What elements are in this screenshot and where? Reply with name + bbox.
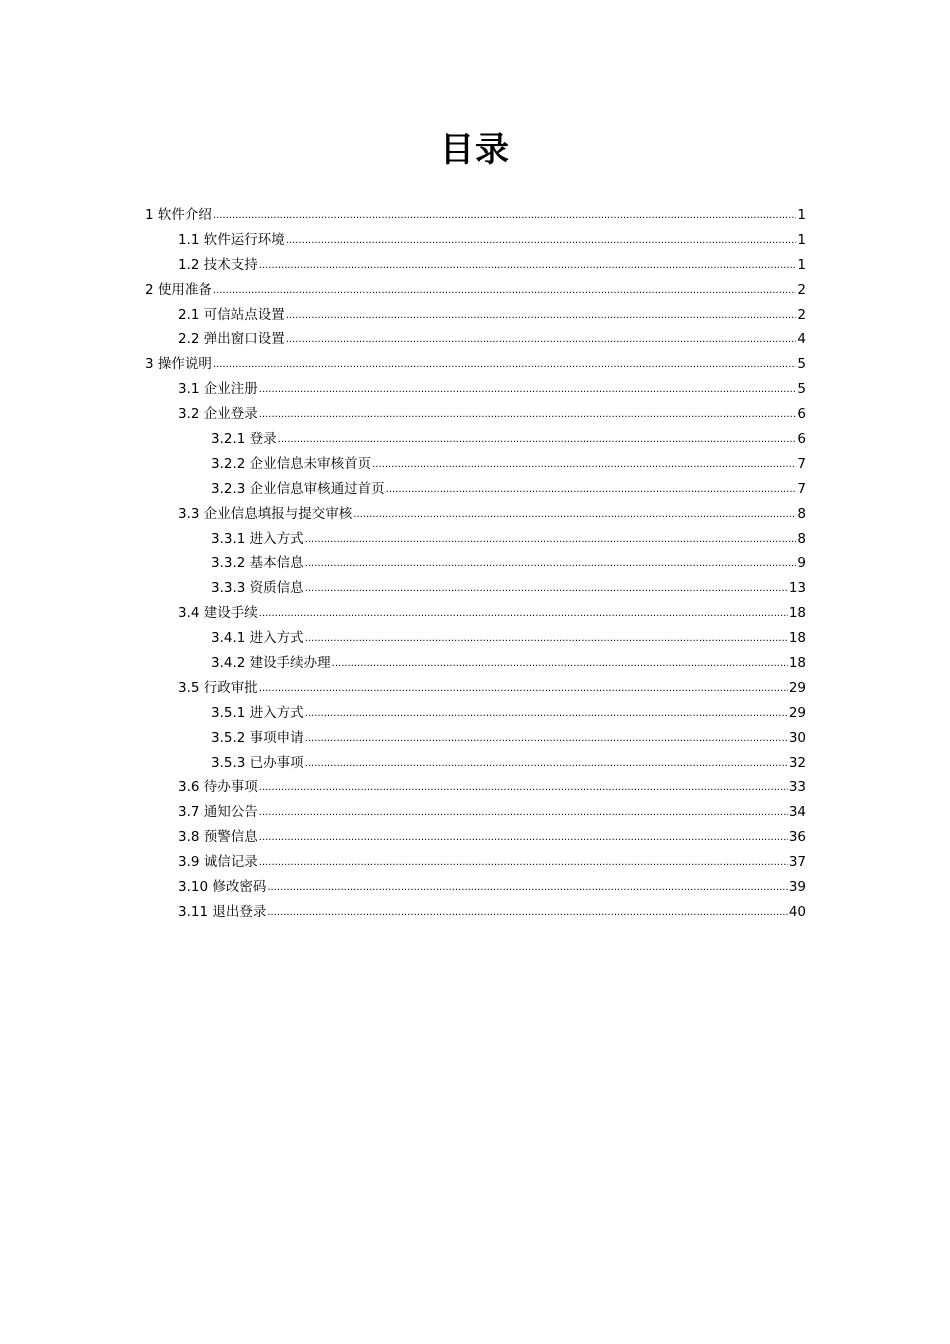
- toc-entry-title: 3.4.1 进入方式: [211, 626, 304, 651]
- toc-dot-leader: [286, 304, 797, 329]
- toc-entry[interactable]: [145, 825, 806, 850]
- toc-entry[interactable]: [145, 576, 806, 601]
- toc-entry-title: 3.3.1 进入方式: [211, 527, 304, 552]
- toc-entry[interactable]: [145, 875, 806, 900]
- toc-entry-title: 3.2.2 企业信息未审核首页: [211, 452, 371, 477]
- toc-page-number: 8: [797, 530, 806, 547]
- toc-entry[interactable]: [145, 402, 806, 427]
- toc-entry-title: 3.10 修改密码: [178, 875, 266, 900]
- toc-dot-leader: [259, 851, 788, 876]
- toc-entry[interactable]: [145, 775, 806, 800]
- toc-entry[interactable]: [145, 253, 806, 278]
- toc-entry[interactable]: [145, 427, 806, 452]
- toc-dot-leader: [372, 453, 796, 478]
- toc-entry-title: 2.1 可信站点设置: [178, 303, 285, 328]
- toc-entry[interactable]: [145, 352, 806, 377]
- toc-entry[interactable]: [145, 228, 806, 253]
- toc-entry-title: 3.9 诚信记录: [178, 850, 258, 875]
- toc-entry-title: 1.2 技术支持: [178, 253, 258, 278]
- toc-entry-title: 3.5 行政审批: [178, 676, 258, 701]
- toc-entry[interactable]: [145, 601, 806, 626]
- toc-dot-leader: [353, 503, 796, 528]
- toc-page-number: 7: [797, 480, 806, 497]
- toc-dot-leader: [267, 876, 787, 901]
- toc-dot-leader: [305, 752, 788, 777]
- toc-page-number: 9: [797, 555, 806, 572]
- toc-entry-title: 2.2 弹出窗口设置: [178, 327, 285, 352]
- toc-dot-leader: [259, 378, 797, 403]
- toc-dot-leader: [286, 229, 797, 254]
- toc-entry[interactable]: [145, 551, 806, 576]
- toc-list: [145, 203, 806, 925]
- toc-entry-title: 3 操作说明: [145, 352, 212, 377]
- toc-entry[interactable]: [145, 278, 806, 303]
- toc-entry-title: 3.2.3 企业信息审核通过首页: [211, 477, 385, 502]
- toc-entry[interactable]: [145, 502, 806, 527]
- toc-dot-leader: [305, 577, 788, 602]
- toc-entry-title: 3.6 待办事项: [178, 775, 258, 800]
- toc-dot-leader: [278, 428, 797, 453]
- toc-dot-leader: [259, 677, 788, 702]
- toc-entry-title: 3.3 企业信息填报与提交审核: [178, 502, 352, 527]
- toc-entry[interactable]: [145, 327, 806, 352]
- toc-dot-leader: [259, 403, 797, 428]
- toc-entry-title: 3.3.3 资质信息: [211, 576, 304, 601]
- toc-dot-leader: [213, 204, 797, 229]
- toc-dot-leader: [259, 254, 797, 279]
- toc-entry[interactable]: [145, 303, 806, 328]
- toc-entry[interactable]: [145, 676, 806, 701]
- toc-entry-title: 3.3.2 基本信息: [211, 551, 304, 576]
- toc-page-number: 40: [788, 903, 806, 920]
- toc-title: 目录: [440, 130, 510, 170]
- toc-entry-title: 3.4 建设手续: [178, 601, 258, 626]
- toc-entry-title: 3.8 预警信息: [178, 825, 258, 850]
- toc-entry[interactable]: [145, 626, 806, 651]
- toc-dot-leader: [213, 353, 797, 378]
- toc-entry-title: 3.2 企业登录: [178, 402, 258, 427]
- toc-entry-title: 3.11 退出登录: [178, 900, 266, 925]
- toc-page-number: 1: [797, 256, 806, 273]
- toc-entry-title: 3.2.1 登录: [211, 427, 277, 452]
- toc-page-number: 18: [788, 655, 806, 672]
- toc-page-number: 29: [788, 704, 806, 721]
- toc-page-number: 7: [797, 455, 806, 472]
- toc-entry-title: 1 软件介绍: [145, 203, 212, 228]
- toc-entry-title: 3.5.2 事项申请: [211, 726, 304, 751]
- toc-page-number: 8: [797, 505, 806, 522]
- toc-entry[interactable]: [145, 751, 806, 776]
- toc-dot-leader: [259, 826, 788, 851]
- toc-dot-leader: [305, 727, 788, 752]
- toc-entry[interactable]: [145, 800, 806, 825]
- toc-entry-title: 3.5.3 已办事项: [211, 751, 304, 776]
- toc-page-number: 1: [797, 207, 806, 223]
- toc-page-number: 37: [788, 854, 806, 871]
- toc-dot-leader: [259, 602, 788, 627]
- toc-entry[interactable]: [145, 527, 806, 552]
- toc-page-number: 18: [788, 630, 806, 647]
- toc-page-number: 34: [788, 804, 806, 821]
- toc-page-number: 6: [797, 406, 806, 423]
- toc-page-number: 4: [797, 331, 806, 348]
- toc-page-number: 6: [797, 431, 806, 448]
- toc-entry-title: 1.1 软件运行环境: [178, 228, 285, 253]
- toc-entry[interactable]: [145, 477, 806, 502]
- toc-dot-leader: [305, 528, 797, 553]
- toc-entry[interactable]: [145, 651, 806, 676]
- toc-dot-leader: [305, 702, 788, 727]
- toc-dot-leader: [259, 801, 788, 826]
- toc-entry-title: 3.4.2 建设手续办理: [211, 651, 331, 676]
- toc-page-number: 30: [788, 729, 806, 746]
- toc-dot-leader: [305, 627, 788, 652]
- toc-entry[interactable]: [145, 726, 806, 751]
- toc-dot-leader: [213, 279, 797, 304]
- toc-entry-title: 3.7 通知公告: [178, 800, 258, 825]
- toc-entry[interactable]: [145, 203, 806, 228]
- toc-page-number: 18: [788, 605, 806, 622]
- toc-page-number: 32: [788, 754, 806, 771]
- toc-page-number: 36: [788, 829, 806, 846]
- toc-dot-leader: [286, 328, 797, 353]
- toc-dot-leader: [386, 478, 797, 503]
- toc-page-number: 33: [788, 779, 806, 796]
- toc-dot-leader: [259, 776, 788, 801]
- toc-entry-title: 3.1 企业注册: [178, 377, 258, 402]
- toc-page-number: 5: [797, 356, 806, 373]
- toc-dot-leader: [267, 901, 787, 926]
- toc-entry[interactable]: [145, 900, 806, 925]
- toc-page-number: 13: [788, 580, 806, 597]
- toc-page-number: 2: [797, 306, 806, 323]
- toc-dot-leader: [305, 552, 797, 577]
- toc-page-number: 39: [788, 879, 806, 896]
- toc-entry[interactable]: [145, 452, 806, 477]
- toc-dot-leader: [332, 652, 788, 677]
- toc-page-number: 5: [797, 381, 806, 398]
- toc-page-number: 1: [797, 231, 806, 248]
- toc-entry-title: 2 使用准备: [145, 278, 212, 303]
- toc-entry[interactable]: [145, 377, 806, 402]
- toc-page-number: 29: [788, 679, 806, 696]
- toc-entry[interactable]: [145, 701, 806, 726]
- toc-entry[interactable]: [145, 850, 806, 875]
- toc-page-number: 2: [797, 281, 806, 298]
- toc-entry-title: 3.5.1 进入方式: [211, 701, 304, 726]
